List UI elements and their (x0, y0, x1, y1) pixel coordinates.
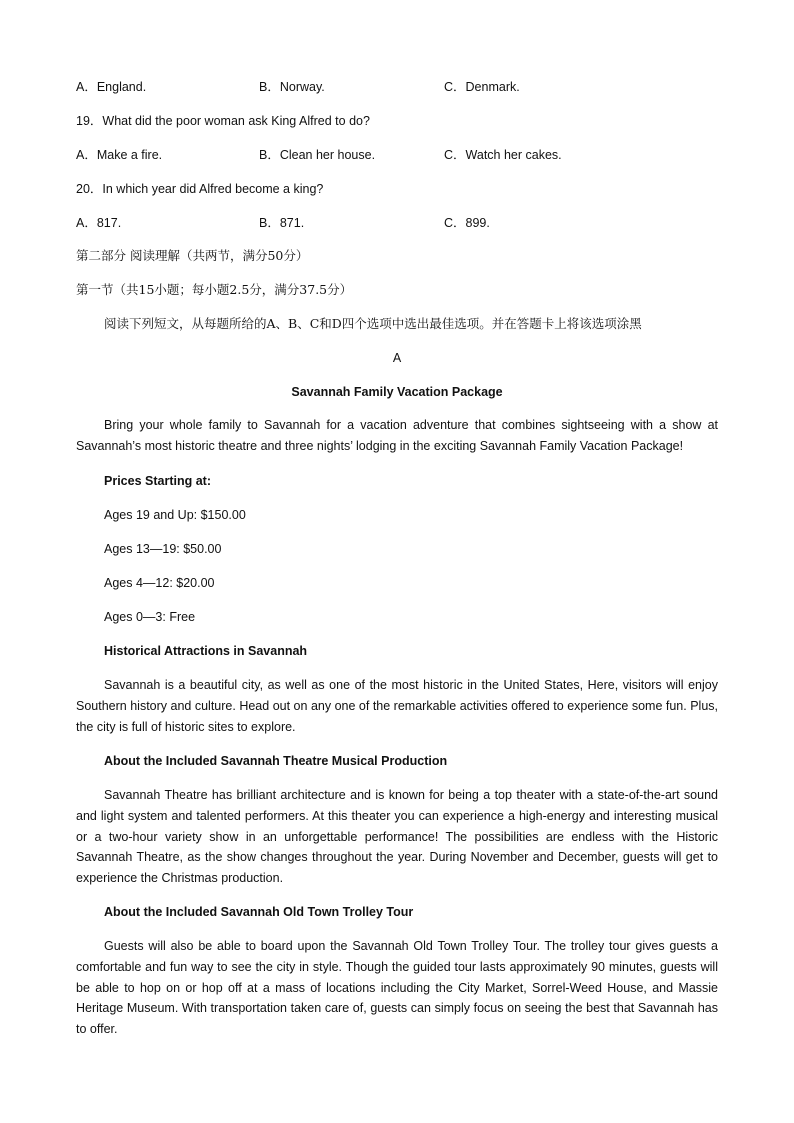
paragraph-trolley-tour: Guests will also be able to board upon the Savannah Old Town Trolley Tour. The trolley tour gives guests a comfortable and fun way to see the city in style. Though the guided tour lasts approximately 90 minutes, guests will be able to hop on or hop off at a mass of locations including the City Market, Sorrel-Weed House, and Massie Heritage Museum. With transportation taken care of, guests can simply focus on seeing the best that Savannah has to offer. (76, 939, 718, 1037)
paragraph-theatre-production: Savannah Theatre has brilliant architecture and is known for being a top theater with a state-of-the-art sound and light system and talented performers. At this theater you can experience a high-energy and interesting musical or a two-hour variety show in an unforgettable performance! The possibilities are endless with the Historic Savannah Theatre, as the show changes throughout the year. During November and December, guests will get to experience the Christmas production. (76, 788, 718, 886)
heading-historical-attractions: Historical Attractions in Savannah (104, 644, 308, 658)
instruction-text: 阅读下列短文，从每题所给的A、B、C和D四个选项中选出最佳选项。并在答题卡上将该选项涂黑 (104, 316, 642, 331)
prices-heading: Prices Starting at: (104, 474, 211, 488)
q20-question: 20．In which year did Alfred become a king? (76, 182, 324, 196)
heading-theatre-production: About the Included Savannah Theatre Musical Production (104, 754, 448, 768)
q18-option-a[interactable]: A．England. (76, 80, 147, 94)
sub-section-title: 第一节（共15小题；每小题2.5分，满分37.5分） (76, 282, 353, 297)
price-item: Ages 4—12: $20.00 (104, 576, 215, 590)
q19-option-b[interactable]: B．Clean her house. (259, 148, 376, 162)
q19-option-a[interactable]: A．Make a fire. (76, 148, 163, 162)
q20-option-c[interactable]: C．899. (444, 216, 490, 230)
q19-question: 19．What did the poor woman ask King Alfred to do? (76, 114, 370, 128)
heading-trolley-tour: About the Included Savannah Old Town Trolley Tour (104, 905, 414, 919)
paragraph-historical-attractions: Savannah is a beautiful city, as well as one of the most historic in the United States, Here, visitors will enjoy Southern history and culture. Head out on any one of the remarkable activities offered to experience some fun. Plus, the city is full of historic sites to explore. (76, 678, 718, 734)
part-title: 第二部分 阅读理解（共两节，满分50分） (76, 248, 309, 263)
intro-paragraph: Bring your whole family to Savannah for a vacation adventure that combines sightseeing with a show at Savannah’s most historic theatre and three nights’ lodging in the exciting Savannah Family Vacation Package! (76, 418, 718, 453)
q18-option-c[interactable]: C．Denmark. (444, 80, 520, 94)
passage-letter: A (392, 351, 402, 365)
q20-option-b[interactable]: B．871. (259, 216, 305, 230)
passage-title: Savannah Family Vacation Package (291, 385, 503, 399)
price-item: Ages 0—3: Free (104, 610, 196, 624)
price-item: Ages 19 and Up: $150.00 (104, 508, 246, 522)
q18-option-b[interactable]: B．Norway. (259, 80, 325, 94)
q19-option-c[interactable]: C．Watch her cakes. (444, 148, 562, 162)
price-item: Ages 13—19: $50.00 (104, 542, 222, 556)
q20-option-a[interactable]: A．817. (76, 216, 122, 230)
